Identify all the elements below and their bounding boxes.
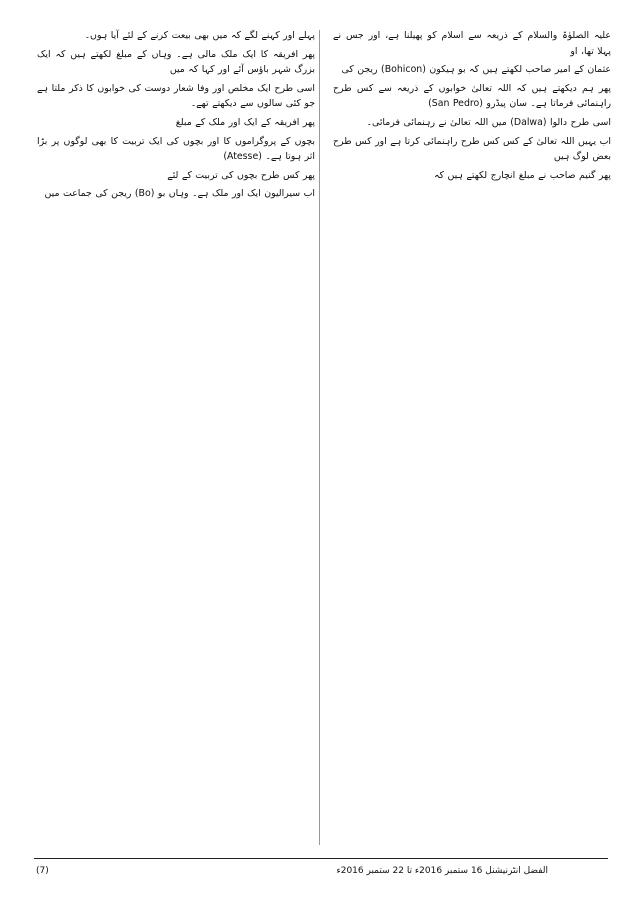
paragraph-text: اب سیرالیون ایک اور ملک ہے۔ وہاں بو (Bo) ریجن کی جماعت میں — [44, 188, 315, 200]
paragraph — [333, 28, 611, 59]
paragraph-text: اسی طرح ایک مخلص اور وفا شعار دوست کی خوابوں کا ذکر ملتا ہے جو کئی سالوں سے دیکھتے تھے۔ — [37, 82, 315, 110]
text-column-left — [37, 28, 315, 850]
text-column-right — [333, 28, 611, 850]
paragraph-text: عثمان کے امیر صاحب لکھتے ہیں کہ بو ہیکون (Bohicon) ریجن کی — [341, 64, 611, 76]
column-divider — [319, 30, 320, 845]
paragraph-text: علیہ الصلوٰۃ والسلام کے ذریعہ سے اسلام کو پھیلنا ہے، اور جس نے پہلا تھا، او — [333, 30, 611, 57]
paragraph — [37, 81, 315, 112]
paragraph — [37, 186, 315, 202]
paragraph-text: بچوں کے پروگراموں کا اور بچوں کی ایک تربیت کا بھی لوگوں پر بڑا اثر ہوتا ہے۔ (Atesse) — [37, 135, 315, 163]
paragraph-text: پہلے اور کہنے لگے کہ میں بھی بیعت کرنے کے لئے آیا ہوں۔ — [84, 30, 315, 41]
paragraph — [37, 28, 315, 44]
paragraph — [37, 134, 315, 165]
footer-masthead: الفضل انٹرنیشنل 16 ستمبر 2016ء تا 22 ستمبر 2016ء — [336, 866, 548, 876]
paragraph — [37, 115, 315, 131]
paragraph-text: پھر ہم دیکھتے ہیں کہ اللہ تعالیٰ خوابوں کے ذریعہ سے کس طرح راہنمائی فرماتا ہے۔ سان پیڈرو (San Pedro) — [333, 82, 611, 110]
paragraph-text: اب یہیں اللہ تعالیٰ کے کس کس طرح راہنمائی کرتا ہے اور کس طرح بعض لوگ ہیں — [333, 135, 611, 163]
paragraph — [333, 81, 611, 112]
page-number: (7) — [36, 866, 49, 876]
paragraph-text: پھر افریقہ کے ایک اور ملک کے مبلغ — [175, 116, 315, 128]
paragraph — [37, 168, 315, 184]
paragraph — [333, 134, 611, 165]
paragraph-text: پھر کس طرح بچوں کی تربیت کے لئے — [167, 169, 315, 181]
page-footer — [34, 864, 608, 882]
paragraph-text: پھر گنیم صاحب نے مبلغ انچارج لکھتے ہیں کہ — [434, 169, 611, 181]
paragraph — [37, 47, 315, 78]
paragraph-text: پھر افریقہ کا ایک ملک مالی ہے۔ وہاں کے مبلغ لکھتے ہیں کہ ایک بزرگ شہر باؤس آئے اور کہا کہ میں — [37, 48, 315, 76]
paragraph-text: اسی طرح دالوا (Dalwa) میں اللہ تعالیٰ نے رہنمائی فرمائی۔ — [366, 116, 611, 128]
footer-rule — [34, 858, 608, 859]
paragraph — [333, 62, 611, 78]
paragraph — [333, 115, 611, 131]
paragraph — [333, 168, 611, 184]
